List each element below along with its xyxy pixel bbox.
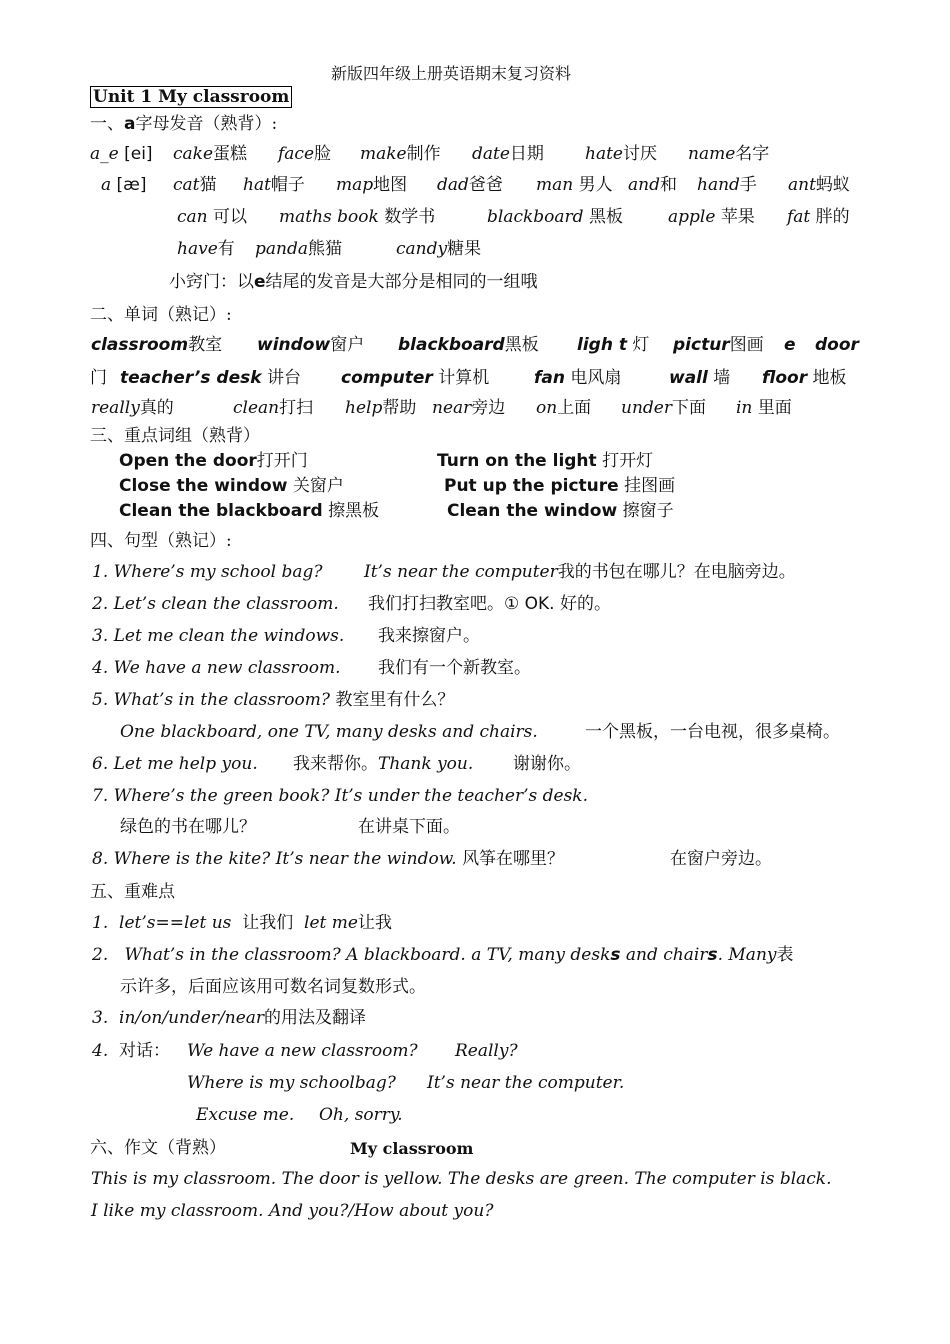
word-pair [255, 238, 342, 260]
vocab-en: really [91, 398, 140, 418]
dialog-line-2b [427, 1072, 624, 1094]
word-en: blackboard [487, 207, 584, 227]
vocab-zh: 里面 [757, 398, 792, 418]
phonics-row-ae [90, 143, 153, 165]
word-pair [177, 238, 235, 260]
sentence-5b [120, 721, 538, 743]
point-en: and chair [620, 945, 708, 965]
sentence-zh: 一个黑板，一台电视，很多桌椅。 [585, 722, 840, 742]
sentence-en: Thank you. [378, 754, 474, 774]
word-en: man [536, 175, 574, 195]
vocab-en: classroom [91, 335, 189, 355]
word-pair [487, 206, 623, 228]
sentence-2-zh [368, 593, 611, 615]
vocab-pair [432, 397, 505, 419]
phrase-pair [437, 450, 653, 472]
word-zh: 地图 [373, 175, 408, 195]
unit-title: Unit 1 My classroom [90, 86, 292, 108]
word-zh: 名字 [735, 144, 770, 164]
point-en: let me [304, 913, 358, 933]
word-en: map [336, 175, 374, 195]
vocab-en: computer [341, 368, 433, 388]
word-en: ant [788, 175, 816, 195]
vocab-pair [536, 397, 591, 419]
point-2 [92, 944, 794, 966]
word-en: hat [243, 175, 271, 195]
word-zh: 脸 [314, 144, 332, 164]
word-en: maths book [279, 207, 379, 227]
word-zh: 有 [217, 239, 235, 259]
dialog-text: Really? [455, 1041, 518, 1061]
vocab-pair [257, 334, 364, 356]
word-zh: 日期 [509, 144, 544, 164]
section-1-heading [90, 113, 277, 135]
sentence-zh: 在窗户旁边。 [670, 849, 772, 869]
word-zh: 苹果 [720, 207, 755, 227]
plural-s: s [707, 945, 718, 965]
point-en: in/on/under/near [119, 1008, 265, 1028]
dialog-line-1a [187, 1040, 418, 1062]
vocab-pair [90, 367, 107, 389]
phrase-pair [447, 500, 674, 522]
tip-pre: 小窍门：以 [169, 272, 254, 292]
sentence-en: 2. Let’s clean the classroom. [92, 594, 339, 614]
sentence-7-zh1 [120, 816, 256, 838]
document-title: 新版四年级上册英语期末复习资料 [331, 64, 572, 83]
vocab-pair [621, 397, 706, 419]
word-zh: 讨厌 [622, 144, 657, 164]
sentence-zh: 我来擦窗户。 [378, 626, 480, 646]
phrase-pair [444, 475, 675, 497]
word-pair [628, 174, 677, 196]
word-en: hate [585, 144, 623, 164]
unit-heading [90, 86, 292, 108]
dialog-line-1b [455, 1040, 518, 1062]
word-en: cat [173, 175, 200, 195]
word-zh: 熊猫 [307, 239, 342, 259]
point-en: . Many [717, 945, 777, 965]
phonics-key: a [101, 175, 112, 195]
phrase-pair [119, 500, 379, 522]
vocab-en: clean [233, 398, 280, 418]
vocab-en: fan [534, 368, 565, 388]
vocab-zh: 电风扇 [570, 368, 622, 388]
word-pair [688, 143, 769, 165]
word-zh: 蚂蚁 [815, 175, 850, 195]
sentence-en: It’s near the computer [364, 562, 558, 582]
section-5-heading: 五、重难点 [90, 882, 175, 902]
point-4 [92, 1040, 170, 1062]
phonics-key: a_e [90, 144, 119, 164]
sentence-8 [92, 848, 564, 870]
vocab-zh: 计算机 [438, 368, 490, 388]
word-en: can [177, 207, 208, 227]
point-zh: 的用法及翻译 [264, 1008, 367, 1028]
sentence-6-zh2 [513, 753, 581, 775]
dialog-text: It’s near the computer. [427, 1073, 625, 1093]
phrase-zh: 打开门 [256, 451, 308, 471]
vocab-en: help [345, 398, 383, 418]
word-zh: 胖的 [815, 207, 850, 227]
vocab-en: window [257, 335, 331, 355]
vocab-en: floor [762, 368, 808, 388]
point-number: 3. [92, 1008, 109, 1028]
word-zh: 蛋糕 [213, 144, 248, 164]
vocab-en: in [736, 398, 753, 418]
tip-e: e [254, 272, 266, 292]
word-zh: 和 [659, 175, 677, 195]
sentence-zh: 我们打扫教室吧。 [368, 594, 504, 614]
sentence-en: 7. Where’s the green book? It’s under the teacher’s desk. [92, 786, 589, 806]
sentence-zh: 谢谢你。 [513, 754, 581, 774]
word-pair [472, 143, 544, 165]
essay-line-2: I like my classroom. And you?/How about you? [91, 1201, 494, 1221]
phrase-pair [119, 450, 308, 472]
phrase-zh: 擦窗子 [622, 501, 674, 521]
section-3-heading: 三、重点词组（熟背） [90, 426, 260, 446]
vocab-pair [341, 367, 489, 389]
point-1 [92, 912, 392, 934]
sentence-zh: 教室里有什么？ [335, 690, 455, 710]
vocab-en: door [815, 335, 859, 355]
sentence-7 [92, 785, 588, 807]
word-zh: 可以 [213, 207, 248, 227]
vocab-zh: 下面 [671, 398, 706, 418]
phonics-ipa: [ei] [124, 144, 153, 164]
vocab-zh: 教室 [188, 335, 223, 355]
word-zh: 猫 [199, 175, 217, 195]
phrase-zh: 擦黑板 [328, 501, 380, 521]
vocab-zh: 打扫 [279, 398, 314, 418]
phrase-pair [119, 475, 344, 497]
sentence-7-zh2 [358, 816, 460, 838]
vocab-pair [673, 334, 764, 356]
dialog-line-3a [196, 1104, 294, 1126]
sentence-6 [92, 753, 258, 775]
sentence-2 [92, 593, 339, 615]
sentence-5 [92, 689, 454, 711]
word-zh: 手 [739, 175, 757, 195]
vocab-zh: 地板 [812, 368, 847, 388]
dialog-text: Excuse me. [196, 1105, 295, 1125]
dialog-label: 对话： [119, 1041, 171, 1061]
word-pair [177, 206, 247, 228]
vocab-pair [762, 367, 847, 389]
sentence-zh: 绿色的书在哪儿？ [120, 817, 256, 837]
word-pair [536, 174, 613, 196]
vocab-pair [815, 334, 859, 356]
word-en: dad [437, 175, 469, 195]
phonics-tip [169, 271, 538, 293]
vocab-en: ligh t [577, 335, 627, 355]
phrase-en: Put up the picture [444, 476, 619, 496]
vocab-pair [534, 367, 621, 389]
word-pair [788, 174, 850, 196]
vocab-zh: 上面 [557, 398, 592, 418]
vocab-pair [669, 367, 730, 389]
word-zh: 数学书 [384, 207, 436, 227]
phrase-en: Turn on the light [437, 451, 597, 471]
sentence-4 [92, 657, 341, 679]
vocab-zh: 旁边 [471, 398, 506, 418]
vocab-zh: 门 [90, 368, 107, 388]
sentence-1 [92, 561, 322, 583]
word-en: candy [396, 239, 448, 259]
dialog-text: Where is my schoolbag? [187, 1073, 396, 1093]
phrase-en: Clean the blackboard [119, 501, 323, 521]
vocab-zh: 窗户 [330, 335, 365, 355]
sentence-8-zh2 [670, 848, 772, 870]
phrase-zh: 关窗户 [292, 476, 344, 496]
sentence-en: 5. What’s in the classroom? [92, 690, 330, 710]
vocab-zh: 帮助 [382, 398, 417, 418]
vocab-pair [120, 367, 301, 389]
section-2-heading: 二、单词（熟记）: [90, 305, 232, 325]
vocab-pair [91, 334, 222, 356]
sentence-zh: 在讲桌下面。 [358, 817, 460, 837]
sentence-6-rest [293, 753, 473, 775]
word-pair [585, 143, 657, 165]
point-3 [92, 1007, 366, 1029]
essay-title: My classroom [350, 1139, 474, 1158]
vocab-en: e [784, 335, 796, 355]
word-pair [697, 174, 757, 196]
sentence-en: 1. Where’s my school bag? [92, 562, 323, 582]
phrase-en: Close the window [119, 476, 288, 496]
sentence-5b-zh [585, 721, 840, 743]
word-en: face [278, 144, 315, 164]
word-pair [278, 143, 331, 165]
phonics-row-a [101, 174, 147, 196]
sentence-4-zh [378, 657, 531, 679]
word-en: apple [668, 207, 716, 227]
phrase-zh: 挂图画 [624, 476, 676, 496]
sentence-zh: 我的书包在哪儿？在电脑旁边。 [557, 562, 796, 582]
section-1-heading-pre: 一、 [90, 114, 124, 134]
section-1-heading-post: 字母发音（熟背）: [135, 114, 278, 134]
word-en: panda [255, 239, 308, 259]
point-zh: 让我 [357, 913, 392, 933]
dialog-line-3b [319, 1104, 403, 1126]
vocab-pair [91, 397, 174, 419]
sentence-1-answer [364, 561, 796, 583]
essay-line-1: This is my classroom. The door is yellow. The desks are green. The computer is black. [91, 1169, 832, 1189]
section-1-letter: a [124, 114, 136, 134]
word-zh: 黑板 [588, 207, 623, 227]
point-number: 2. [92, 945, 109, 965]
section-6-heading: 六、作文（背熟） [90, 1138, 226, 1158]
point-en: What’s in the classroom? A blackboard. a TV, many desk [124, 945, 611, 965]
word-pair [243, 174, 305, 196]
dialog-text: Oh, sorry. [319, 1105, 403, 1125]
vocab-zh: 讲台 [266, 368, 301, 388]
vocab-pair [784, 334, 796, 356]
sentence-zh: 我来帮你。 [293, 754, 378, 774]
dialog-text: We have a new classroom? [187, 1041, 418, 1061]
word-pair [437, 174, 503, 196]
sentence-zh: 我们有一个新教室。 [378, 658, 531, 678]
word-pair [360, 143, 441, 165]
sentence-en: 6. Let me help you. [92, 754, 258, 774]
word-en: cake [173, 144, 214, 164]
vocab-en: near [432, 398, 472, 418]
word-zh: 制作 [406, 144, 441, 164]
phrase-en: Open the door [119, 451, 257, 471]
word-zh: 帽子 [270, 175, 305, 195]
sentence-en: 4. We have a new classroom. [92, 658, 341, 678]
sentence-3-zh [378, 625, 480, 647]
word-pair [173, 174, 217, 196]
sentence-en: One blackboard, one TV, many desks and chairs. [120, 722, 538, 742]
word-zh: 爸爸 [468, 175, 503, 195]
word-pair [336, 174, 407, 196]
word-zh: 糖果 [447, 239, 482, 259]
word-pair [396, 238, 481, 260]
word-en: date [472, 144, 510, 164]
dialog-line-2a [187, 1072, 396, 1094]
vocab-zh: 墙 [713, 368, 731, 388]
vocab-en: wall [669, 368, 708, 388]
point-number: 4. [92, 1041, 109, 1061]
vocab-zh: 灯 [632, 335, 650, 355]
tip-post: 结尾的发音是大部分是相同的一组哦 [265, 272, 538, 292]
plural-s: s [610, 945, 621, 965]
word-pair [668, 206, 755, 228]
word-pair [173, 143, 247, 165]
point-2-cont: 示许多，后面应该用可数名词复数形式。 [120, 977, 426, 997]
sentence-3 [92, 625, 344, 647]
sentence-tail: ① OK. 好的。 [504, 594, 611, 614]
phrase-zh: 打开灯 [602, 451, 654, 471]
vocab-en: under [621, 398, 672, 418]
vocab-pair [577, 334, 649, 356]
phrase-en: Clean the window [447, 501, 618, 521]
vocab-pair [398, 334, 539, 356]
word-en: make [360, 144, 407, 164]
sentence-en: 8. Where is the kite? It’s near the window. [92, 849, 457, 869]
word-en: and [628, 175, 660, 195]
vocab-pair [736, 397, 792, 419]
vocab-en: on [536, 398, 558, 418]
section-4-heading: 四、句型（熟记）: [90, 531, 232, 551]
vocab-zh: 黑板 [504, 335, 539, 355]
point-en: let’s==let us [119, 913, 232, 933]
word-en: have [177, 239, 218, 259]
word-pair [279, 206, 435, 228]
vocab-pair [233, 397, 313, 419]
point-number: 1. [92, 913, 109, 933]
word-en: fat [787, 207, 811, 227]
sentence-en: 3. Let me clean the windows. [92, 626, 345, 646]
vocab-en: blackboard [398, 335, 505, 355]
word-en: hand [697, 175, 740, 195]
point-zh: 表 [776, 945, 794, 965]
vocab-en: pictur [673, 335, 730, 355]
word-en: name [688, 144, 736, 164]
point-zh: 让我们 [242, 913, 294, 933]
vocab-pair [345, 397, 416, 419]
word-pair [787, 206, 850, 228]
phonics-ipa: [æ] [116, 175, 147, 195]
word-zh: 男人 [578, 175, 613, 195]
vocab-zh: 图画 [729, 335, 764, 355]
vocab-en: teacher’s desk [120, 368, 262, 388]
vocab-zh: 真的 [139, 398, 174, 418]
sentence-zh: 风筝在哪里？ [462, 849, 565, 869]
